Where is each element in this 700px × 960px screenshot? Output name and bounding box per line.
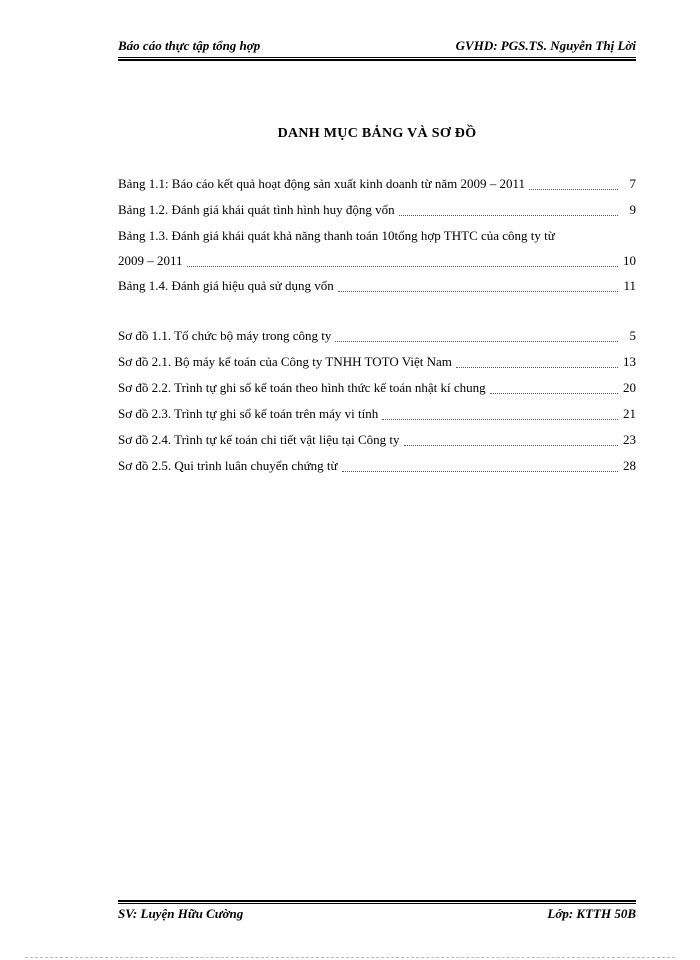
header-rule [118, 57, 636, 61]
toc-entry-label: Sơ đồ 1.1. Tổ chức bộ máy trong công ty [118, 328, 332, 343]
toc-entry-page: 9 [629, 202, 636, 217]
toc-entry-page: 10 [623, 253, 636, 268]
toc-entry-table-1-3-line1[interactable]: Bảng 1.3. Đánh giá khái quát khả năng thanh toán 10tổng hợp THTC của công ty từ [118, 228, 555, 243]
toc-entry-table-1-3[interactable] [118, 253, 636, 271]
page-footer [118, 906, 636, 926]
toc-entry-diagram-2-2[interactable] [118, 380, 636, 398]
dot-leader [399, 214, 618, 216]
toc-entry-table-1-4[interactable] [118, 278, 636, 296]
dot-leader [529, 188, 618, 190]
toc-entry-page: 11 [623, 278, 636, 293]
dot-leader [342, 470, 618, 472]
toc-entry-label: Sơ đồ 2.2. Trình tự ghi sổ kế toán theo hình thức kế toán nhật kí chung [118, 380, 486, 395]
footer-class: Lớp: KTTH 50B [547, 906, 636, 921]
toc-entry-table-1-1[interactable] [118, 176, 636, 194]
footer-student: SV: Luyện Hữu Cường [118, 906, 244, 921]
dot-leader [338, 290, 618, 292]
toc-entry-label: Bảng 1.2. Đánh giá khái quát tình hình huy động vốn [118, 202, 395, 217]
toc-entry-page: 21 [623, 406, 636, 421]
toc-entry-page: 28 [623, 458, 636, 473]
dot-leader [187, 265, 618, 267]
page-title: DANH MỤC BẢNG VÀ SƠ ĐỒ [277, 126, 477, 141]
toc-entry-label: Sơ đồ 2.5. Qui trình luân chuyển chứng từ [118, 458, 338, 473]
dot-leader [456, 366, 618, 368]
header-report-title: Báo cáo thực tập tổng hợp [118, 38, 261, 53]
dot-leader [382, 418, 618, 420]
header-supervisor: GVHD: PGS.TS. Nguyễn Thị Lời [455, 38, 636, 53]
toc-entry-page: 20 [623, 380, 636, 395]
toc-entry-label: 2009 – 2011 [118, 253, 183, 268]
toc-entry-label: Bảng 1.4. Đánh giá hiệu quả sử dụng vốn [118, 278, 334, 293]
toc-entry-page: 7 [629, 176, 636, 191]
toc-entry-label: Sơ đồ 2.3. Trình tự ghi sổ kế toán trên máy vi tính [118, 406, 379, 421]
toc-entry-page: 23 [623, 432, 636, 447]
toc-entry-diagram-2-5[interactable] [118, 458, 636, 476]
dot-leader [490, 392, 618, 394]
footer-rule [118, 900, 636, 904]
toc-entry-page: 13 [623, 354, 636, 369]
toc-entry-page: 5 [629, 328, 636, 343]
dot-leader [335, 340, 618, 342]
toc-entry-label: Sơ đồ 2.1. Bộ máy kế toán của Công ty TNHH TOTO Việt Nam [118, 354, 452, 369]
toc-entry-table-1-2[interactable] [118, 202, 636, 220]
toc-entry-label: Bảng 1.1: Báo cáo kết quả hoạt động sản xuất kinh doanh từ năm 2009 – 2011 [118, 176, 525, 191]
toc-entry-diagram-2-4[interactable] [118, 432, 636, 450]
toc-entry-label: Sơ đồ 2.4. Trình tự kế toán chi tiết vật liệu tại Công ty [118, 432, 400, 447]
toc-entry-diagram-1-1[interactable] [118, 328, 636, 346]
toc-entry-diagram-2-3[interactable] [118, 406, 636, 424]
toc-entry-diagram-2-1[interactable] [118, 354, 636, 372]
page-header [118, 38, 636, 58]
page-break-line [25, 957, 675, 958]
dot-leader [404, 444, 619, 446]
